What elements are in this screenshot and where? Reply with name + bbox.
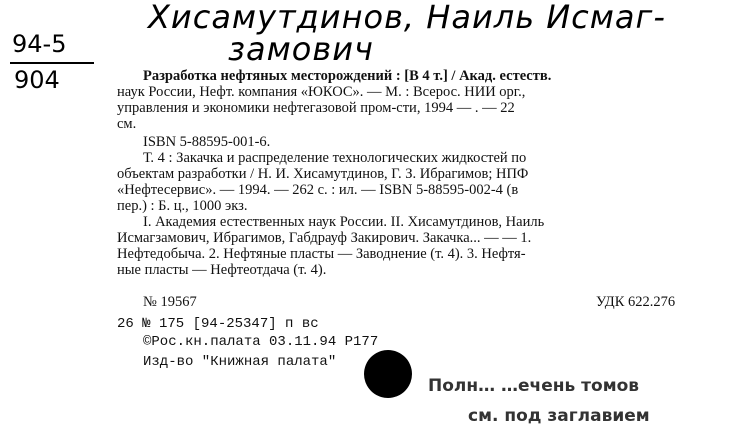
card-line-8: «Нефтесервис». — 1994. — 262 с. : ил. — ISBN 5-88595-002-4 (в	[117, 182, 519, 198]
card-line-title: Разработка нефтяных месторождений : [В 4 т.] / Акад. естеств.	[143, 68, 552, 84]
card-line-13: ные пласты — Нефтеотдача (т. 4).	[117, 262, 327, 278]
stamp-line2: ©Рос.кн.палата 03.11.94 Р177	[143, 334, 379, 350]
card-line-12: Нефтедобыча. 2. Нефтяные пласты — Заводнение (т. 4). 3. Нефтя-	[117, 246, 526, 262]
call-number-bottom: 904	[14, 66, 60, 94]
hole-punch-mark	[364, 350, 412, 398]
volume-note-line1: Полн… …ечень томов	[428, 376, 640, 396]
handwritten-author-line2: замович	[228, 30, 374, 68]
volume-note-line2: см. под заглавием	[468, 406, 650, 426]
card-line-11: Исмагзамович, Ибрагимов, Габдрауф Закирович. Закачка... — — 1.	[117, 230, 532, 246]
card-line-subjects: I. Академия естественных наук России. II. Хисамутдинов, Наиль	[143, 214, 545, 230]
call-number-divider	[10, 62, 94, 64]
card-line-isbn: ISBN 5-88595-001-6.	[143, 134, 271, 150]
card-line-9: пер.) : Б. ц., 1000 экз.	[117, 198, 248, 214]
handwritten-author-line1: Хисамутдинов, Наиль Исмаг-	[148, 0, 666, 36]
card-line-3: управления и экономики нефтегазовой пром-сти, 1994 — . — 22	[117, 100, 515, 116]
stamp-line1: 26 № 175 [94-25347] п вс	[117, 316, 319, 332]
card-line-2: наук России, Нефт. компания «ЮКОС». — М. : Всерос. НИИ орг.,	[117, 84, 526, 100]
card-line-4: см.	[117, 116, 137, 132]
record-number: № 19567	[143, 294, 197, 310]
stamp-line3: Изд-во "Книжная палата"	[143, 354, 337, 370]
card-line-volume: Т. 4 : Закачка и распределение технологических жидкостей по	[143, 150, 527, 166]
card-line-7: объектам разработки / Н. И. Хисамутдинов, Г. З. Ибрагимов; НПФ	[117, 166, 529, 182]
udk-code: УДК 622.276	[596, 294, 676, 310]
call-number-top: 94-5	[12, 30, 67, 58]
